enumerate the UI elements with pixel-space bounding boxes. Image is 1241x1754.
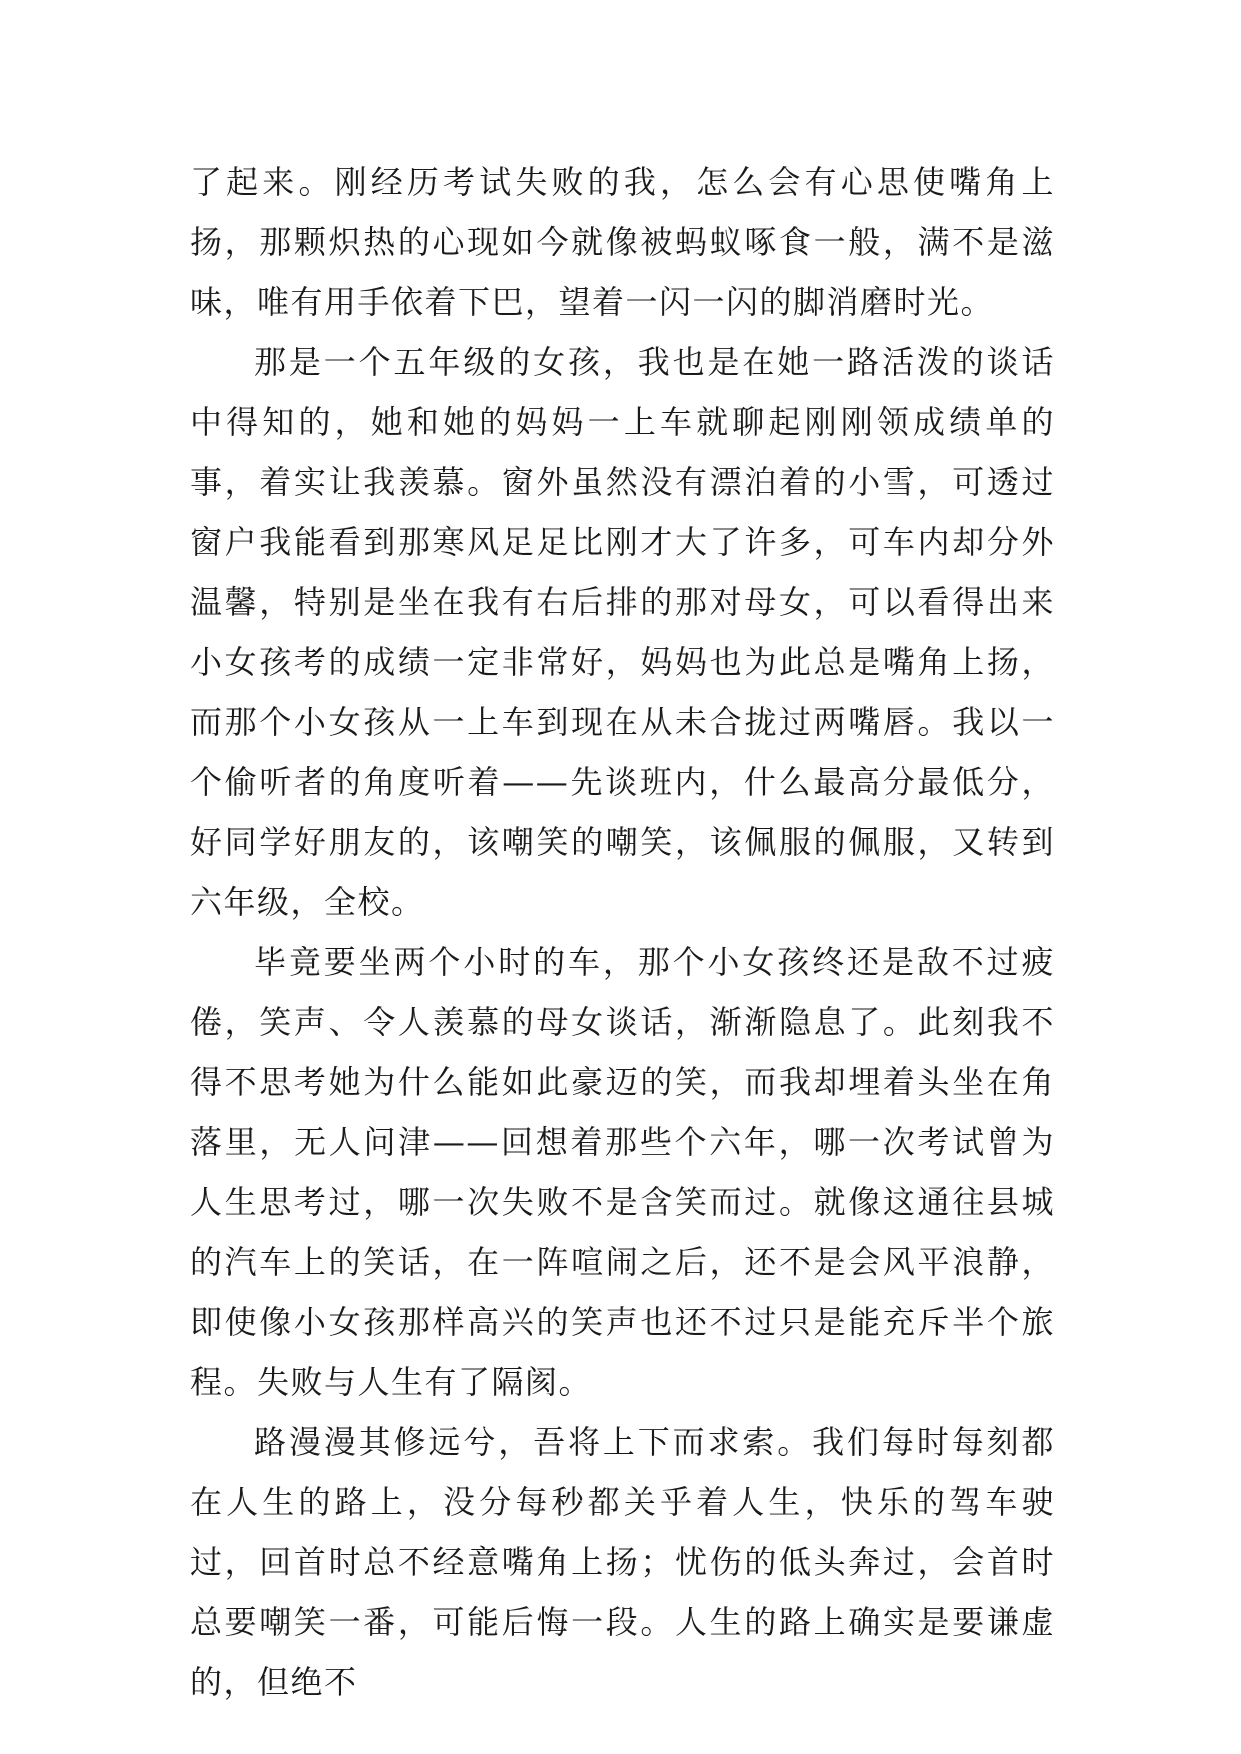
paragraph-long-road: 路漫漫其修远兮，吾将上下而求索。我们每时每刻都在人生的路上，没分每秒都关乎着人生，快乐的驾车驶过，回首时总不经意嘴角上扬；忧伤的低头奔过，会首时总要嘲笑一番，可能后悔一段。人生的路上确实是要谦虚的，但绝不 — [190, 1423, 1055, 1701]
paragraph-two-hour-ride: 毕竟要坐两个小时的车，那个小女孩终还是敌不过疲倦，笑声、令人羡慕的母女谈话，渐渐隐息了。此刻我不得不思考她为什么能如此豪迈的笑，而我却埋着头坐在角落里，无人问津——回想着那些个六年，哪一次考试曾为人生思考过，哪一次失败不是含笑而过。就像这通往县城的汽车上的笑话，在一阵喧闹之后，还不是会风平浪静，即使像小女孩那样高兴的笑声也还不过只是能充斥半个旅程。失败与人生有了隔阂。 — [190, 943, 1055, 1401]
article-body — [190, 152, 1055, 1712]
paragraph-continuation: 了起来。刚经历考试失败的我，怎么会有心思使嘴角上扬，那颗炽热的心现如今就像被蚂蚁啄食一般，满不是滋味，唯有用手依着下巴，望着一闪一闪的脚消磨时光。 — [190, 163, 1055, 321]
paragraph-girl-on-bus: 那是一个五年级的女孩，我也是在她一路活泼的谈话中得知的，她和她的妈妈一上车就聊起刚刚领成绩单的事，着实让我羡慕。窗外虽然没有漂泊着的小雪，可透过窗户我能看到那寒风足足比刚才大了许多，可车内却分外温馨，特别是坐在我有右后排的那对母女，可以看得出来小女孩考的成绩一定非常好，妈妈也为此总是嘴角上扬，而那个小女孩从一上车到现在从未合拢过两嘴唇。我以一个偷听者的角度听着——先谈班内，什么最高分最低分，好同学好朋友的，该嘲笑的嘲笑，该佩服的佩服，又转到六年级，全校。 — [190, 343, 1055, 921]
